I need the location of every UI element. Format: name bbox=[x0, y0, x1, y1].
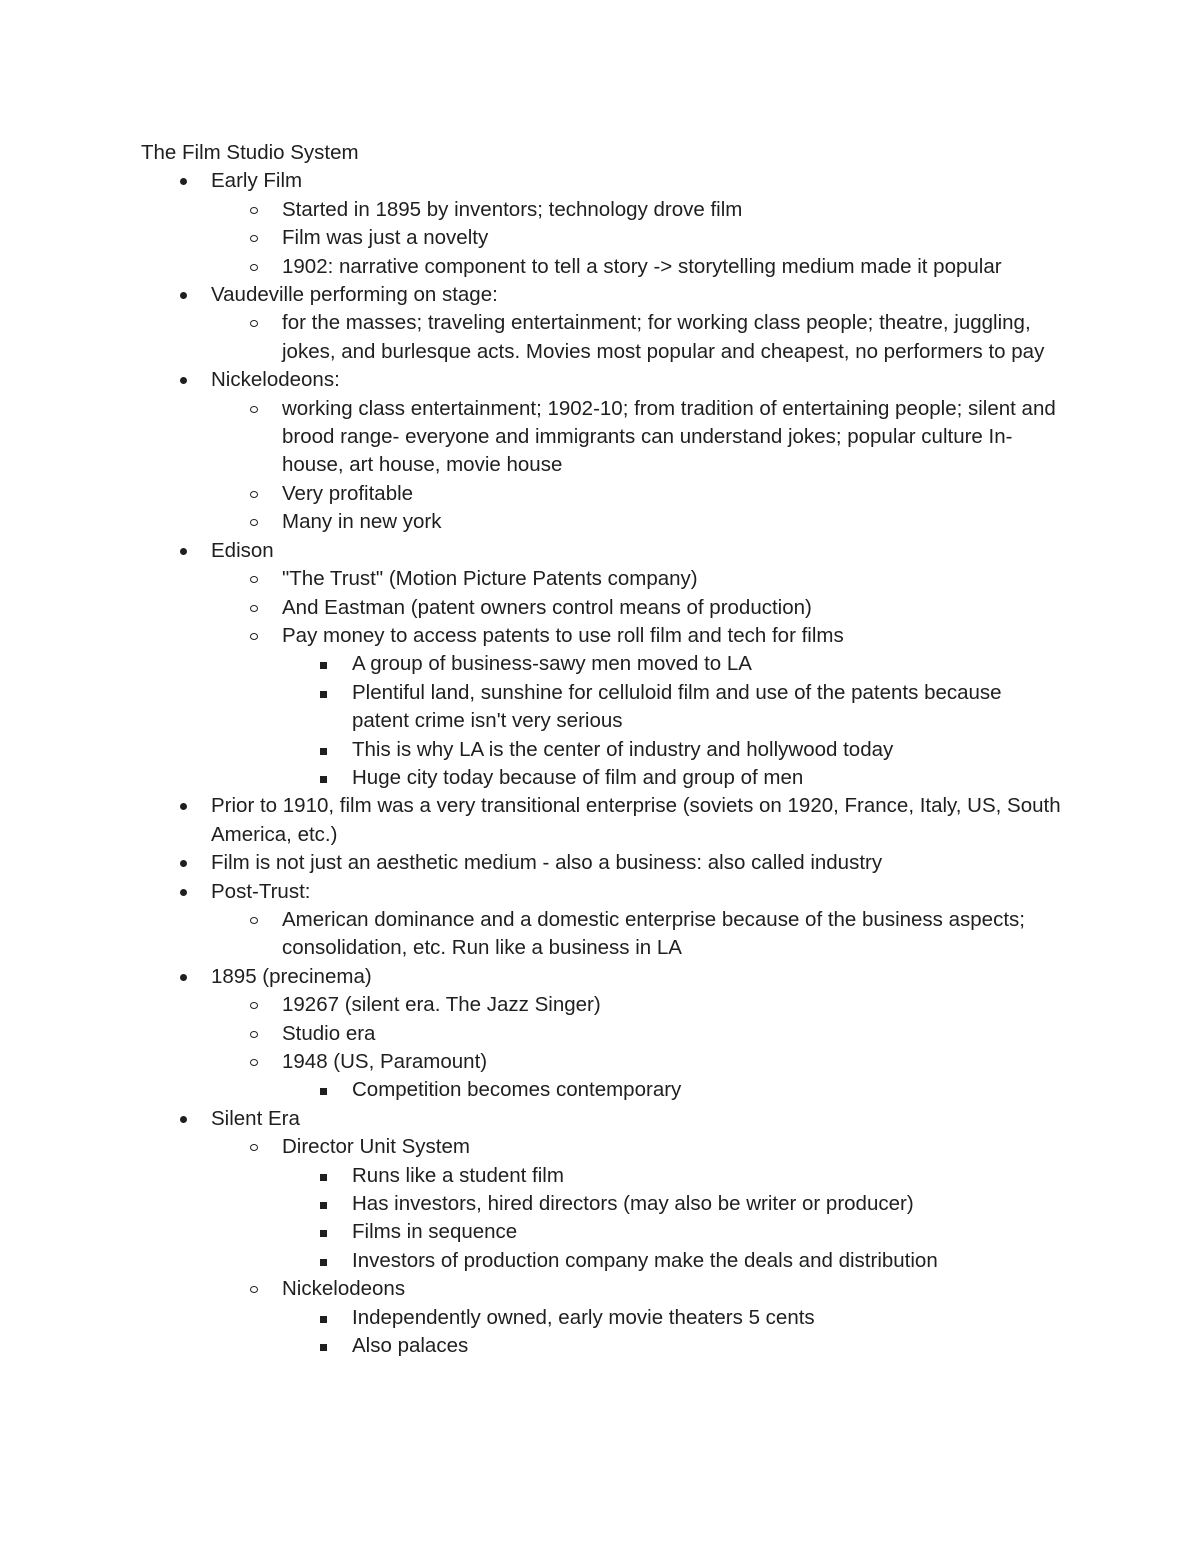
outline-item-text: 1948 (US, Paramount) bbox=[282, 1050, 488, 1073]
outline-item-level-1 bbox=[141, 537, 1061, 565]
outline-item-level-2 bbox=[141, 508, 1061, 536]
document-title: The Film Studio System bbox=[141, 141, 359, 164]
outline-item-text: Runs like a student film bbox=[352, 1163, 564, 1187]
outline-item-text: 19267 (silent era. The Jazz Singer) bbox=[282, 993, 601, 1017]
bullet-dot-icon bbox=[180, 803, 187, 810]
bullet-dot-icon bbox=[180, 1116, 187, 1123]
outline-item-text: Many in new york bbox=[282, 510, 442, 534]
bullet-square-icon bbox=[320, 776, 327, 783]
outline-item-text: Studio era bbox=[282, 1021, 376, 1045]
bullet-circle-icon bbox=[250, 1031, 258, 1038]
bullet-circle-icon bbox=[250, 1144, 258, 1151]
outline-item-text: Started in 1895 by inventors; technology drove film bbox=[282, 197, 743, 221]
outline-item-text: Early Film bbox=[211, 169, 303, 193]
bullet-square-icon bbox=[320, 1230, 327, 1237]
outline-item-level-1 bbox=[141, 167, 1061, 195]
outline-item-text: 1895 (precinema) bbox=[211, 964, 372, 988]
outline-item-text: American dominance and a domestic enterprise because of the business aspects; consolidation, etc. Run like a business in LA bbox=[282, 907, 1025, 960]
outline-item-level-2 bbox=[141, 224, 1061, 252]
bullet-circle-icon bbox=[250, 1002, 258, 1009]
bullet-circle-icon bbox=[250, 605, 258, 612]
notes-outline bbox=[141, 167, 1061, 1360]
bullet-circle-icon bbox=[250, 235, 258, 242]
outline-item-text: Nickelodeons: bbox=[211, 368, 340, 392]
outline-item-text: Nickelodeons bbox=[282, 1277, 406, 1301]
outline-item-text: Investors of production company make the deals and distribution bbox=[352, 1248, 938, 1272]
outline-item-text: Huge city today because of film and group of men bbox=[352, 765, 804, 789]
outline-item-level-1 bbox=[141, 1105, 1061, 1133]
outline-item-level-2 bbox=[141, 1275, 1061, 1303]
outline-item-level-2 bbox=[141, 565, 1061, 593]
bullet-circle-icon bbox=[250, 633, 258, 640]
outline-item-level-2 bbox=[141, 1048, 1061, 1076]
bullet-square-icon bbox=[320, 1259, 327, 1266]
outline-item-text: Plentiful land, sunshine for celluloid film and use of the patents because patent crime isn't very serious bbox=[352, 680, 1002, 733]
bullet-circle-icon bbox=[250, 576, 258, 583]
outline-item-level-2 bbox=[141, 622, 1061, 650]
outline-item-level-3 bbox=[141, 1247, 1061, 1275]
outline-item-level-2 bbox=[141, 906, 1061, 963]
outline-item-text: Competition becomes contemporary bbox=[352, 1078, 682, 1102]
bullet-circle-icon bbox=[250, 264, 258, 271]
outline-item-text: Prior to 1910, film was a very transitional enterprise (soviets on 1920, France, Italy, US, South America, etc.) bbox=[211, 794, 1061, 846]
bullet-dot-icon bbox=[180, 548, 187, 555]
outline-item-level-2 bbox=[141, 253, 1061, 281]
outline-item-text: Edison bbox=[211, 538, 274, 562]
outline-item-level-1 bbox=[141, 878, 1061, 906]
outline-item-level-2 bbox=[141, 395, 1061, 480]
bullet-square-icon bbox=[320, 1202, 327, 1209]
outline-item-text: Also palaces bbox=[352, 1334, 469, 1358]
outline-item-level-3 bbox=[141, 764, 1061, 792]
outline-item-level-3 bbox=[141, 1190, 1061, 1218]
bullet-square-icon bbox=[320, 748, 327, 755]
bullet-circle-icon bbox=[250, 1286, 258, 1293]
outline-item-level-2 bbox=[141, 1020, 1061, 1048]
bullet-dot-icon bbox=[180, 178, 187, 185]
bullet-circle-icon bbox=[250, 406, 258, 413]
bullet-square-icon bbox=[320, 662, 327, 669]
bullet-circle-icon bbox=[250, 320, 258, 327]
outline-item-level-2 bbox=[141, 1133, 1061, 1161]
outline-item-level-3 bbox=[141, 1076, 1061, 1104]
bullet-dot-icon bbox=[180, 377, 187, 384]
outline-item-level-2 bbox=[141, 991, 1061, 1019]
outline-item-text: This is why LA is the center of industry and hollywood today bbox=[352, 737, 894, 761]
bullet-circle-icon bbox=[250, 917, 258, 924]
outline-item-text: Independently owned, early movie theaters 5 cents bbox=[352, 1305, 815, 1329]
bullet-square-icon bbox=[320, 1174, 327, 1181]
outline-item-text: Has investors, hired directors (may also be writer or producer) bbox=[352, 1192, 914, 1216]
outline-item-level-3 bbox=[141, 650, 1061, 678]
outline-item-text: working class entertainment; 1902-10; from tradition of entertaining people; silent and brood range- everyone and immigrants can understand jokes; popular culture In-house, art house, movie house bbox=[282, 396, 1056, 477]
bullet-circle-icon bbox=[250, 207, 258, 214]
outline-item-text: for the masses; traveling entertainment; for working class people; theatre, juggling, jokes, and burlesque acts. Movies most popular and cheapest, no performers to pay bbox=[282, 311, 1045, 363]
outline-item-level-1 bbox=[141, 366, 1061, 394]
document-page bbox=[141, 139, 1061, 1360]
outline-item-level-3 bbox=[141, 736, 1061, 764]
bullet-circle-icon bbox=[250, 519, 258, 526]
outline-item-text: Vaudeville performing on stage: bbox=[211, 283, 498, 307]
bullet-square-icon bbox=[320, 1088, 327, 1095]
outline-item-level-1 bbox=[141, 963, 1061, 991]
outline-item-level-3 bbox=[141, 1162, 1061, 1190]
outline-item-text: "The Trust" (Motion Picture Patents company) bbox=[282, 567, 698, 591]
outline-item-level-3 bbox=[141, 679, 1061, 736]
outline-item-level-2 bbox=[141, 196, 1061, 224]
bullet-square-icon bbox=[320, 1344, 327, 1351]
outline-item-level-1 bbox=[141, 849, 1061, 877]
bullet-square-icon bbox=[320, 1316, 327, 1323]
outline-item-text: A group of business-sawy men moved to LA bbox=[352, 652, 752, 676]
outline-item-text: Silent Era bbox=[211, 1106, 300, 1130]
outline-item-level-1 bbox=[141, 792, 1061, 849]
bullet-dot-icon bbox=[180, 860, 187, 867]
outline-item-text: Pay money to access patents to use roll film and tech for films bbox=[282, 623, 844, 647]
bullet-dot-icon bbox=[180, 974, 187, 981]
outline-item-text: Very profitable bbox=[282, 481, 414, 505]
outline-item-text: Film was just a novelty bbox=[282, 226, 489, 250]
outline-item-level-2 bbox=[141, 594, 1061, 622]
bullet-circle-icon bbox=[250, 491, 258, 498]
outline-item-level-1 bbox=[141, 281, 1061, 309]
outline-item-text: Post-Trust: bbox=[211, 879, 311, 903]
outline-item-level-2 bbox=[141, 309, 1061, 366]
bullet-square-icon bbox=[320, 691, 327, 698]
outline-item-text: 1902: narrative component to tell a story -> storytelling medium made it popular bbox=[282, 254, 1002, 278]
outline-item-text: Films in sequence bbox=[352, 1220, 518, 1244]
outline-item-level-3 bbox=[141, 1304, 1061, 1332]
outline-item-level-3 bbox=[141, 1218, 1061, 1246]
bullet-circle-icon bbox=[250, 1059, 258, 1066]
outline-item-level-2 bbox=[141, 480, 1061, 508]
outline-item-level-3 bbox=[141, 1332, 1061, 1360]
outline-item-text: Film is not just an aesthetic medium - also a business: also called industry bbox=[211, 851, 883, 875]
outline-item-text: And Eastman (patent owners control means of production) bbox=[282, 595, 812, 619]
bullet-dot-icon bbox=[180, 292, 187, 299]
outline-item-text: Director Unit System bbox=[282, 1135, 470, 1159]
bullet-dot-icon bbox=[180, 889, 187, 896]
